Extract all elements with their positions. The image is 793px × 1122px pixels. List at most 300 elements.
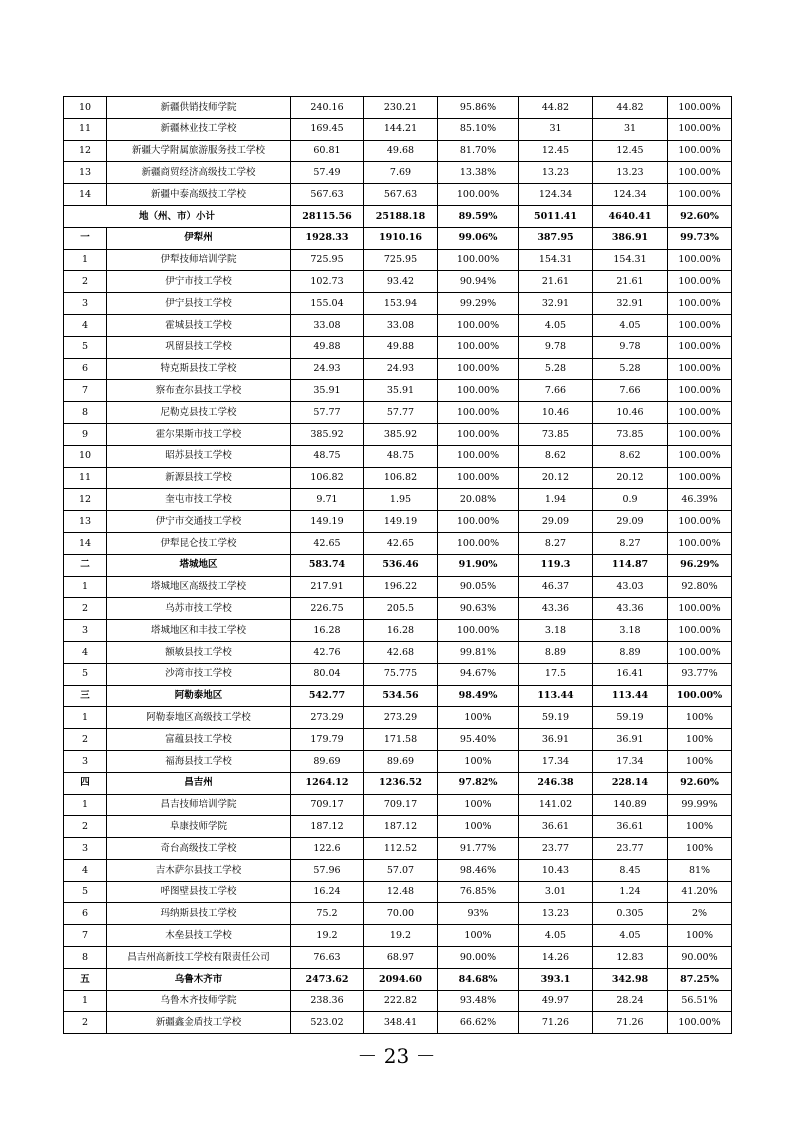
value-d-cell: 23.77 xyxy=(593,838,668,860)
school-name-cell: 乌鲁木齐市 xyxy=(107,968,291,990)
value-c-cell: 124.34 xyxy=(519,184,593,206)
school-name-cell: 塔城地区和丰技工学校 xyxy=(107,620,291,642)
value-a-cell: 217.91 xyxy=(291,576,364,598)
table-row-subtotal xyxy=(64,772,732,794)
value-a-cell: 16.28 xyxy=(291,620,364,642)
seq-cell: 1 xyxy=(64,990,107,1012)
value-c-cell: 119.3 xyxy=(519,554,593,576)
rate-a-cell: 100.00% xyxy=(438,532,519,554)
value-c-cell: 5011.41 xyxy=(519,205,593,227)
value-a-cell: 28115.56 xyxy=(291,205,364,227)
rate-b-cell: 100.00% xyxy=(668,184,732,206)
rate-b-cell: 81% xyxy=(668,859,732,881)
rate-a-cell: 100% xyxy=(438,707,519,729)
value-c-cell: 387.95 xyxy=(519,227,593,249)
value-d-cell: 113.44 xyxy=(593,685,668,707)
rate-a-cell: 100.00% xyxy=(438,380,519,402)
table-row xyxy=(64,532,732,554)
seq-cell: 11 xyxy=(64,118,107,140)
rate-b-cell: 100% xyxy=(668,750,732,772)
seq-cell: 7 xyxy=(64,380,107,402)
value-d-cell: 10.46 xyxy=(593,402,668,424)
table-row xyxy=(64,620,732,642)
rate-b-cell: 41.20% xyxy=(668,881,732,903)
rate-b-cell: 2% xyxy=(668,903,732,925)
seq-cell: 1 xyxy=(64,707,107,729)
seq-cell: 1 xyxy=(64,576,107,598)
rate-a-cell: 100.00% xyxy=(438,358,519,380)
rate-a-cell: 84.68% xyxy=(438,968,519,990)
value-a-cell: 60.81 xyxy=(291,140,364,162)
table-row xyxy=(64,816,732,838)
seq-cell: 三 xyxy=(64,685,107,707)
table-row xyxy=(64,990,732,1012)
value-b-cell: 2094.60 xyxy=(364,968,438,990)
table-row xyxy=(64,838,732,860)
value-b-cell: 57.07 xyxy=(364,859,438,881)
rate-b-cell: 100.00% xyxy=(668,445,732,467)
table-row xyxy=(64,423,732,445)
value-b-cell: 725.95 xyxy=(364,249,438,271)
rate-b-cell: 92.80% xyxy=(668,576,732,598)
value-b-cell: 93.42 xyxy=(364,271,438,293)
value-d-cell: 43.36 xyxy=(593,598,668,620)
rate-b-cell: 100.00% xyxy=(668,314,732,336)
value-c-cell: 23.77 xyxy=(519,838,593,860)
table-row-subtotal xyxy=(64,968,732,990)
seq-cell: 5 xyxy=(64,881,107,903)
value-c-cell: 1.94 xyxy=(519,489,593,511)
school-name-cell: 福海县技工学校 xyxy=(107,750,291,772)
seq-cell: 二 xyxy=(64,554,107,576)
value-c-cell: 8.27 xyxy=(519,532,593,554)
value-b-cell: 112.52 xyxy=(364,838,438,860)
value-d-cell: 20.12 xyxy=(593,467,668,489)
value-a-cell: 240.16 xyxy=(291,97,364,119)
value-c-cell: 3.01 xyxy=(519,881,593,903)
value-c-cell: 14.26 xyxy=(519,947,593,969)
rate-a-cell: 93.48% xyxy=(438,990,519,1012)
value-c-cell: 5.28 xyxy=(519,358,593,380)
value-d-cell: 13.23 xyxy=(593,162,668,184)
value-d-cell: 124.34 xyxy=(593,184,668,206)
school-name-cell: 吉木萨尔县技工学校 xyxy=(107,859,291,881)
value-b-cell: 144.21 xyxy=(364,118,438,140)
value-d-cell: 228.14 xyxy=(593,772,668,794)
rate-a-cell: 99.29% xyxy=(438,293,519,315)
value-d-cell: 8.89 xyxy=(593,641,668,663)
rate-a-cell: 81.70% xyxy=(438,140,519,162)
rate-a-cell: 76.85% xyxy=(438,881,519,903)
value-a-cell: 75.2 xyxy=(291,903,364,925)
value-d-cell: 4.05 xyxy=(593,925,668,947)
school-name-cell: 新疆中泰高级技工学校 xyxy=(107,184,291,206)
rate-a-cell: 90.05% xyxy=(438,576,519,598)
table-row-subtotal xyxy=(64,227,732,249)
table-row xyxy=(64,903,732,925)
seq-cell: 12 xyxy=(64,140,107,162)
rate-b-cell: 100.00% xyxy=(668,1012,732,1034)
value-b-cell: 19.2 xyxy=(364,925,438,947)
value-b-cell: 25188.18 xyxy=(364,205,438,227)
value-a-cell: 9.71 xyxy=(291,489,364,511)
value-a-cell: 102.73 xyxy=(291,271,364,293)
school-name-cell: 阿勒泰地区高级技工学校 xyxy=(107,707,291,729)
rate-a-cell: 95.86% xyxy=(438,97,519,119)
rate-b-cell: 100% xyxy=(668,729,732,751)
school-name-cell: 呼图壁县技工学校 xyxy=(107,881,291,903)
table-row xyxy=(64,293,732,315)
value-b-cell: 222.82 xyxy=(364,990,438,1012)
value-b-cell: 536.46 xyxy=(364,554,438,576)
value-b-cell: 149.19 xyxy=(364,511,438,533)
rate-a-cell: 100% xyxy=(438,925,519,947)
value-c-cell: 3.18 xyxy=(519,620,593,642)
value-a-cell: 155.04 xyxy=(291,293,364,315)
value-d-cell: 1.24 xyxy=(593,881,668,903)
table-row xyxy=(64,947,732,969)
rate-b-cell: 92.60% xyxy=(668,772,732,794)
value-c-cell: 43.36 xyxy=(519,598,593,620)
rate-b-cell: 56.51% xyxy=(668,990,732,1012)
value-c-cell: 113.44 xyxy=(519,685,593,707)
value-b-cell: 1236.52 xyxy=(364,772,438,794)
value-b-cell: 273.29 xyxy=(364,707,438,729)
value-a-cell: 19.2 xyxy=(291,925,364,947)
rate-b-cell: 100.00% xyxy=(668,293,732,315)
value-a-cell: 106.82 xyxy=(291,467,364,489)
value-c-cell: 29.09 xyxy=(519,511,593,533)
value-a-cell: 42.65 xyxy=(291,532,364,554)
rate-b-cell: 100.00% xyxy=(668,423,732,445)
value-d-cell: 29.09 xyxy=(593,511,668,533)
value-b-cell: 1910.16 xyxy=(364,227,438,249)
value-c-cell: 12.45 xyxy=(519,140,593,162)
school-name-cell: 木垒县技工学校 xyxy=(107,925,291,947)
value-b-cell: 49.88 xyxy=(364,336,438,358)
rate-b-cell: 100.00% xyxy=(668,162,732,184)
value-b-cell: 171.58 xyxy=(364,729,438,751)
value-b-cell: 48.75 xyxy=(364,445,438,467)
value-d-cell: 342.98 xyxy=(593,968,668,990)
value-c-cell: 13.23 xyxy=(519,162,593,184)
school-name-cell: 昌吉技师培训学院 xyxy=(107,794,291,816)
value-c-cell: 246.38 xyxy=(519,772,593,794)
value-c-cell: 10.43 xyxy=(519,859,593,881)
value-b-cell: 534.56 xyxy=(364,685,438,707)
table-body xyxy=(64,97,732,1034)
value-d-cell: 59.19 xyxy=(593,707,668,729)
seq-cell: 4 xyxy=(64,314,107,336)
page-number: － 23 － xyxy=(357,1044,436,1068)
value-c-cell: 49.97 xyxy=(519,990,593,1012)
value-a-cell: 542.77 xyxy=(291,685,364,707)
school-name-cell: 伊犁昆仑技工学校 xyxy=(107,532,291,554)
value-b-cell: 89.69 xyxy=(364,750,438,772)
school-name-cell: 玛纳斯县技工学校 xyxy=(107,903,291,925)
rate-a-cell: 100.00% xyxy=(438,336,519,358)
value-d-cell: 3.18 xyxy=(593,620,668,642)
rate-b-cell: 100.00% xyxy=(668,380,732,402)
rate-b-cell: 99.99% xyxy=(668,794,732,816)
seq-cell: 3 xyxy=(64,293,107,315)
value-b-cell: 709.17 xyxy=(364,794,438,816)
rate-a-cell: 91.77% xyxy=(438,838,519,860)
school-name-cell: 乌鲁木齐技师学院 xyxy=(107,990,291,1012)
seq-cell: 五 xyxy=(64,968,107,990)
value-c-cell: 154.31 xyxy=(519,249,593,271)
rate-b-cell: 100.00% xyxy=(668,467,732,489)
value-c-cell: 73.85 xyxy=(519,423,593,445)
rate-a-cell: 89.59% xyxy=(438,205,519,227)
rate-b-cell: 100.00% xyxy=(668,271,732,293)
school-name-cell: 阿勒泰地区 xyxy=(107,685,291,707)
school-name-cell: 昭苏县技工学校 xyxy=(107,445,291,467)
rate-b-cell: 100.00% xyxy=(668,249,732,271)
rate-a-cell: 100.00% xyxy=(438,620,519,642)
rate-a-cell: 99.06% xyxy=(438,227,519,249)
value-b-cell: 75.775 xyxy=(364,663,438,685)
seq-cell: 10 xyxy=(64,97,107,119)
value-b-cell: 1.95 xyxy=(364,489,438,511)
school-name-cell: 巩留县技工学校 xyxy=(107,336,291,358)
table-row xyxy=(64,1012,732,1034)
table-row xyxy=(64,314,732,336)
value-a-cell: 523.02 xyxy=(291,1012,364,1034)
value-c-cell: 141.02 xyxy=(519,794,593,816)
school-name-cell: 奇台高级技工学校 xyxy=(107,838,291,860)
value-d-cell: 17.34 xyxy=(593,750,668,772)
rate-a-cell: 90.00% xyxy=(438,947,519,969)
rate-a-cell: 97.82% xyxy=(438,772,519,794)
rate-b-cell: 46.39% xyxy=(668,489,732,511)
rate-b-cell: 99.73% xyxy=(668,227,732,249)
value-b-cell: 205.5 xyxy=(364,598,438,620)
school-name-cell: 新源县技工学校 xyxy=(107,467,291,489)
table-row xyxy=(64,271,732,293)
school-name-cell: 奎屯市技工学校 xyxy=(107,489,291,511)
value-c-cell: 32.91 xyxy=(519,293,593,315)
school-name-cell: 新疆商贸经济高级技工学校 xyxy=(107,162,291,184)
seq-cell: 6 xyxy=(64,903,107,925)
table-row xyxy=(64,184,732,206)
seq-cell: 2 xyxy=(64,271,107,293)
value-a-cell: 226.75 xyxy=(291,598,364,620)
value-a-cell: 1928.33 xyxy=(291,227,364,249)
value-a-cell: 80.04 xyxy=(291,663,364,685)
value-b-cell: 33.08 xyxy=(364,314,438,336)
table-row xyxy=(64,162,732,184)
table-row xyxy=(64,118,732,140)
value-c-cell: 71.26 xyxy=(519,1012,593,1034)
seq-cell: 5 xyxy=(64,336,107,358)
seq-cell: 6 xyxy=(64,358,107,380)
rate-b-cell: 100.00% xyxy=(668,620,732,642)
value-d-cell: 12.83 xyxy=(593,947,668,969)
rate-b-cell: 100% xyxy=(668,707,732,729)
table-row xyxy=(64,97,732,119)
table-row xyxy=(64,859,732,881)
rate-a-cell: 90.63% xyxy=(438,598,519,620)
seq-cell: 7 xyxy=(64,925,107,947)
rate-a-cell: 95.40% xyxy=(438,729,519,751)
table-row xyxy=(64,925,732,947)
rate-b-cell: 96.29% xyxy=(668,554,732,576)
value-b-cell: 16.28 xyxy=(364,620,438,642)
rate-a-cell: 100.00% xyxy=(438,423,519,445)
rate-b-cell: 100.00% xyxy=(668,598,732,620)
subtotal-label-cell: 地（州、市）小计 xyxy=(64,205,291,227)
school-name-cell: 昌吉州 xyxy=(107,772,291,794)
table-row xyxy=(64,511,732,533)
seq-cell: 3 xyxy=(64,838,107,860)
table-row xyxy=(64,663,732,685)
table-row xyxy=(64,576,732,598)
seq-cell: 5 xyxy=(64,663,107,685)
school-name-cell: 新疆供销技师学院 xyxy=(107,97,291,119)
school-name-cell: 塔城地区 xyxy=(107,554,291,576)
value-a-cell: 49.88 xyxy=(291,336,364,358)
seq-cell: 2 xyxy=(64,598,107,620)
table-row xyxy=(64,794,732,816)
value-b-cell: 70.00 xyxy=(364,903,438,925)
rate-a-cell: 98.49% xyxy=(438,685,519,707)
value-c-cell: 8.62 xyxy=(519,445,593,467)
value-a-cell: 725.95 xyxy=(291,249,364,271)
value-a-cell: 35.91 xyxy=(291,380,364,402)
value-a-cell: 385.92 xyxy=(291,423,364,445)
value-b-cell: 7.69 xyxy=(364,162,438,184)
funding-table xyxy=(63,96,732,1034)
seq-cell: 4 xyxy=(64,641,107,663)
seq-cell: 一 xyxy=(64,227,107,249)
value-d-cell: 4640.41 xyxy=(593,205,668,227)
value-c-cell: 21.61 xyxy=(519,271,593,293)
value-d-cell: 36.61 xyxy=(593,816,668,838)
seq-cell: 8 xyxy=(64,947,107,969)
school-name-cell: 昌吉州高新技工学校有限责任公司 xyxy=(107,947,291,969)
value-b-cell: 42.65 xyxy=(364,532,438,554)
school-name-cell: 霍尔果斯市技工学校 xyxy=(107,423,291,445)
rate-b-cell: 100.00% xyxy=(668,511,732,533)
value-d-cell: 8.62 xyxy=(593,445,668,467)
value-b-cell: 230.21 xyxy=(364,97,438,119)
rate-b-cell: 92.60% xyxy=(668,205,732,227)
rate-a-cell: 100% xyxy=(438,794,519,816)
value-c-cell: 13.23 xyxy=(519,903,593,925)
seq-cell: 14 xyxy=(64,184,107,206)
rate-a-cell: 66.62% xyxy=(438,1012,519,1034)
value-a-cell: 169.45 xyxy=(291,118,364,140)
value-d-cell: 8.27 xyxy=(593,532,668,554)
table-row xyxy=(64,336,732,358)
rate-a-cell: 100.00% xyxy=(438,511,519,533)
value-b-cell: 24.93 xyxy=(364,358,438,380)
table-row xyxy=(64,249,732,271)
value-a-cell: 89.69 xyxy=(291,750,364,772)
value-a-cell: 42.76 xyxy=(291,641,364,663)
value-a-cell: 122.6 xyxy=(291,838,364,860)
school-name-cell: 伊犁州 xyxy=(107,227,291,249)
value-a-cell: 16.24 xyxy=(291,881,364,903)
rate-a-cell: 100.00% xyxy=(438,402,519,424)
seq-cell: 2 xyxy=(64,816,107,838)
table-row xyxy=(64,380,732,402)
seq-cell: 四 xyxy=(64,772,107,794)
value-a-cell: 33.08 xyxy=(291,314,364,336)
rate-b-cell: 100.00% xyxy=(668,532,732,554)
value-b-cell: 42.68 xyxy=(364,641,438,663)
value-b-cell: 187.12 xyxy=(364,816,438,838)
value-c-cell: 31 xyxy=(519,118,593,140)
value-c-cell: 4.05 xyxy=(519,925,593,947)
value-c-cell: 10.46 xyxy=(519,402,593,424)
rate-a-cell: 20.08% xyxy=(438,489,519,511)
table-row-subtotal xyxy=(64,205,732,227)
value-a-cell: 179.79 xyxy=(291,729,364,751)
seq-cell: 13 xyxy=(64,511,107,533)
value-c-cell: 9.78 xyxy=(519,336,593,358)
funding-table-page xyxy=(63,96,731,1034)
school-name-cell: 富蕴县技工学校 xyxy=(107,729,291,751)
school-name-cell: 新疆大学附属旅游服务技工学校 xyxy=(107,140,291,162)
value-c-cell: 36.91 xyxy=(519,729,593,751)
value-a-cell: 149.19 xyxy=(291,511,364,533)
school-name-cell: 沙湾市技工学校 xyxy=(107,663,291,685)
table-row xyxy=(64,358,732,380)
value-b-cell: 567.63 xyxy=(364,184,438,206)
value-d-cell: 32.91 xyxy=(593,293,668,315)
value-d-cell: 28.24 xyxy=(593,990,668,1012)
value-b-cell: 348.41 xyxy=(364,1012,438,1034)
rate-b-cell: 100.00% xyxy=(668,118,732,140)
value-b-cell: 106.82 xyxy=(364,467,438,489)
rate-b-cell: 100.00% xyxy=(668,140,732,162)
value-a-cell: 76.63 xyxy=(291,947,364,969)
seq-cell: 2 xyxy=(64,729,107,751)
rate-b-cell: 100% xyxy=(668,816,732,838)
rate-b-cell: 100.00% xyxy=(668,358,732,380)
seq-cell: 3 xyxy=(64,750,107,772)
value-c-cell: 4.05 xyxy=(519,314,593,336)
value-d-cell: 12.45 xyxy=(593,140,668,162)
table-row-subtotal xyxy=(64,554,732,576)
school-name-cell: 霍城县技工学校 xyxy=(107,314,291,336)
value-a-cell: 48.75 xyxy=(291,445,364,467)
value-b-cell: 153.94 xyxy=(364,293,438,315)
rate-b-cell: 100.00% xyxy=(668,402,732,424)
value-c-cell: 8.89 xyxy=(519,641,593,663)
value-a-cell: 709.17 xyxy=(291,794,364,816)
value-d-cell: 4.05 xyxy=(593,314,668,336)
rate-a-cell: 90.94% xyxy=(438,271,519,293)
table-row xyxy=(64,598,732,620)
value-d-cell: 7.66 xyxy=(593,380,668,402)
table-row xyxy=(64,402,732,424)
rate-b-cell: 87.25% xyxy=(668,968,732,990)
school-name-cell: 额敏县技工学校 xyxy=(107,641,291,663)
rate-a-cell: 13.38% xyxy=(438,162,519,184)
seq-cell: 10 xyxy=(64,445,107,467)
seq-cell: 1 xyxy=(64,249,107,271)
seq-cell: 14 xyxy=(64,532,107,554)
value-a-cell: 2473.62 xyxy=(291,968,364,990)
school-name-cell: 伊宁县技工学校 xyxy=(107,293,291,315)
table-row xyxy=(64,750,732,772)
value-a-cell: 583.74 xyxy=(291,554,364,576)
seq-cell: 4 xyxy=(64,859,107,881)
table-row xyxy=(64,641,732,663)
